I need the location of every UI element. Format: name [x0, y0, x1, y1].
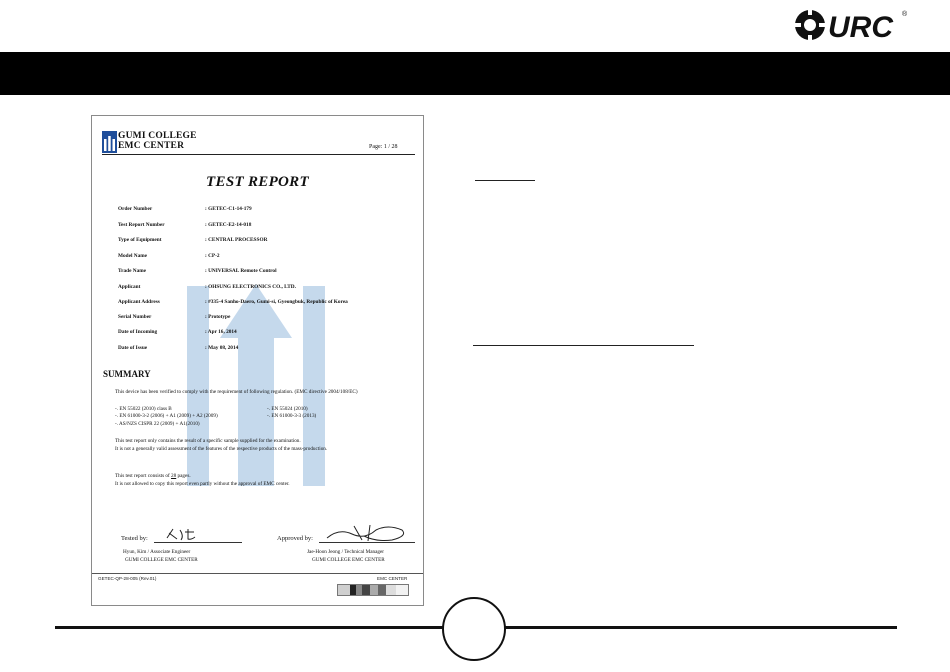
- standard-left-2: -. EN 61000-3-2 (2006) + A1 (2009) + A2 (2009): [115, 413, 218, 419]
- footer-emc-center: EMC CENTER: [377, 576, 408, 581]
- bottom-rule-right: [504, 626, 897, 629]
- pages-note: This test report consists of 28 pages.: [115, 473, 191, 479]
- tested-by-line: [154, 542, 242, 543]
- blank-underline-long: [473, 345, 694, 346]
- approver-org: GUMI COLLEGE EMC CENTER: [312, 557, 385, 563]
- urc-logo: [793, 6, 911, 44]
- watermark-bar-right: [303, 286, 325, 486]
- barcode-strip: [337, 584, 409, 596]
- standard-right-1: -. EN 55024 (2010): [267, 406, 308, 412]
- header-band: [0, 52, 950, 95]
- form-code: GETEC-QP-28-005 (Rev.01): [98, 576, 157, 581]
- note-not-valid-assessment: It is not a generally valid assessment of the features of the respective products of the mass-production.: [115, 446, 328, 452]
- tester-org: GUMI COLLEGE EMC CENTER: [125, 557, 198, 563]
- approver-signature: [324, 522, 410, 544]
- page-number-circle: [442, 597, 506, 661]
- standard-left-1: -. EN 55022 (2010) class B: [115, 406, 172, 412]
- summary-intro: This device has been verified to comply with the requirement of following regulation. (EMC directive 2004/108/EC): [115, 389, 358, 395]
- approver-name: Jae-Hoon Jeong / Technical Manager: [307, 549, 385, 555]
- standard-left-3: -. AS/NZS CISPR 22 (2009) + A1(2010): [115, 421, 200, 427]
- summary-heading: SUMMARY: [103, 369, 151, 379]
- header-rule: [102, 154, 415, 155]
- tester-signature: [164, 526, 214, 542]
- standard-right-2: -. EN 61000-3-3 (2013): [267, 413, 317, 419]
- college-line2: EMC CENTER: [118, 141, 185, 151]
- note-specific-sample: This test report only contains the result of a specific sample supplied for the examination.: [115, 438, 301, 444]
- approved-by-label: Approved by:: [277, 535, 313, 542]
- urc-emblem-icon: [794, 8, 826, 42]
- tester-name: Hyun, Kim / Associate Engineer: [123, 549, 191, 555]
- blank-underline-short: [475, 180, 535, 181]
- college-logo-icon: [102, 131, 117, 153]
- page-number: Page: 1 / 28: [369, 144, 398, 150]
- footer-rule: [92, 573, 424, 574]
- registered-mark: ®: [902, 11, 908, 18]
- test-report-document: GUMI COLLEGE EMC CENTER Page: 1 / 28 TEST REPORT Order Number : GETEC-C1-14-179 Test Report Number : GETEC-E2-14-018 Type of Equipment : CENTRAL PROCESSOR Model Name : CP-2 Trade Name : UNIVERSAL Remote Control Applicant : OHSUNG ELECTRONICS CO., LTD. Applicant Address : #335-4 Sanho-Daero, Gumi-si, Gyeongbuk, Republic of Korea Serial Number : Prototype Date of Incoming : Apr 16, 2014 Date of Issue : May 08, 2014 SUMMARY This device has been verified to comply with the requirement of following regulation. (EMC directive 2004/108/EC) -. EN 55022 (2010) class B -. EN 61000-3-2 (2006) + A1 (2009) + A2 (2009) -. AS/NZS CISPR 22 (2009) + A1(2010) -. EN 55024 (2010) -. EN 61000-3-3 (2013) This test report only contains the result of a specific sample supplied for the examination. It is not a generally valid assessment of the features of the respective products of the mass-production. This test report consists of 28 pages. It is not allowed to copy this report even partly without the approval of EMC center. Tested by: Hyun, Kim / Associate Engineer GUMI COLLEGE EMC CENTER Approved by: Jae-Hoon Jeong / Technical Manager GUMI COLLEGE EMC CENTER GETEC-QP-28-005 (Rev.01) EMC CENTER: [91, 115, 424, 606]
- college-name: [118, 131, 197, 151]
- pages-count: 28: [171, 473, 177, 479]
- report-title: TEST REPORT: [206, 174, 309, 190]
- college-line1: GUMI COLLEGE: [118, 131, 197, 141]
- copy-note: It is not allowed to copy this report even partly without the approval of EMC center.: [115, 481, 290, 487]
- tested-by-label: Tested by:: [121, 535, 148, 542]
- bottom-rule-left: [55, 626, 444, 629]
- urc-wordmark: URC: [828, 11, 893, 44]
